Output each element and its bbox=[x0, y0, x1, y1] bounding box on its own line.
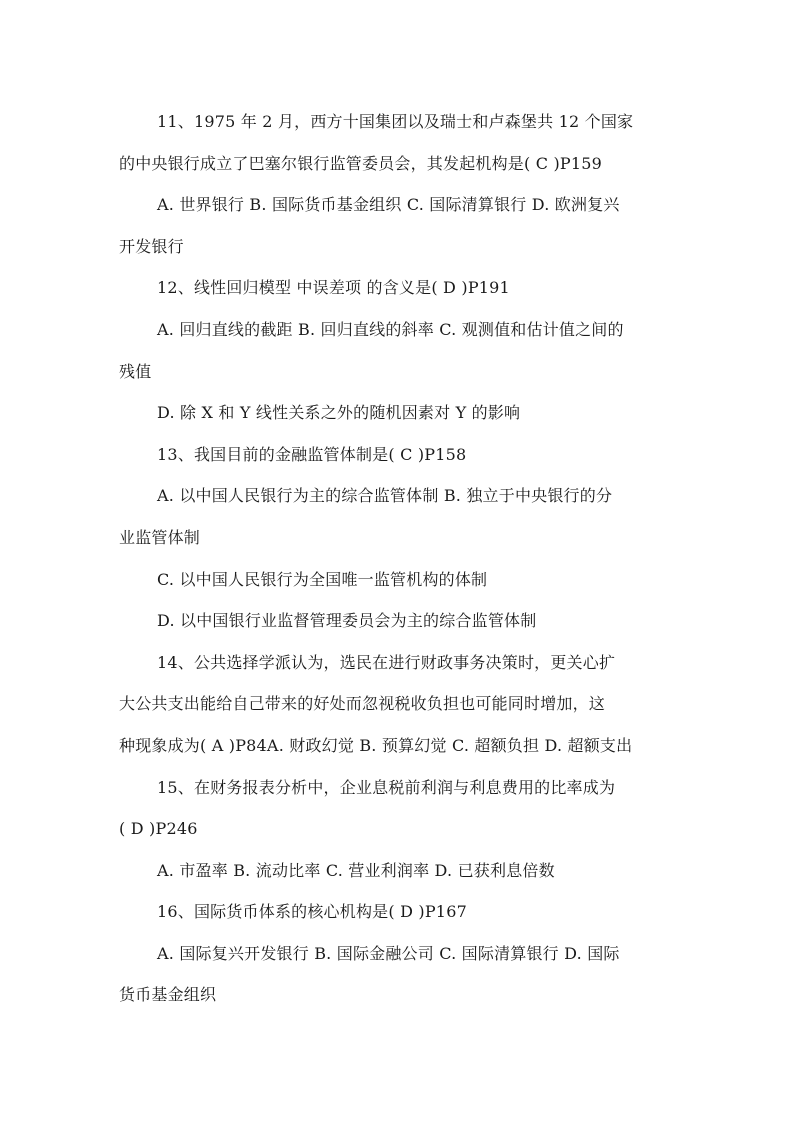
text-line: A. 以中国人民银行为主的综合监管体制 B. 独立于中央银行的分 bbox=[157, 486, 613, 506]
text-line: A. 市盈率 B. 流动比率 C. 营业利润率 D. 已获利息倍数 bbox=[157, 860, 555, 880]
text-line: 业监管体制 bbox=[119, 527, 201, 547]
text-line: 14、公共选择学派认为，选民在进行财政事务决策时，更关心扩 bbox=[157, 652, 616, 672]
text-line: 种现象成为( A )P84A. 财政幻觉 B. 预算幻觉 C. 超额负担 D. 超额支出 bbox=[119, 735, 633, 755]
text-line: 货币基金组织 bbox=[119, 985, 217, 1005]
text-line: 13、我国目前的金融监管体制是( C )P158 bbox=[157, 444, 467, 464]
document-body bbox=[119, 101, 679, 1016]
text-line: D. 以中国银行业监督管理委员会为主的综合监管体制 bbox=[157, 611, 537, 631]
text-line: 残值 bbox=[119, 361, 152, 381]
text-line: 12、线性回归模型 中误差项 的含义是( D )P191 bbox=[157, 278, 510, 298]
text-line: A. 世界银行 B. 国际货币基金组织 C. 国际清算银行 D. 欧洲复兴 bbox=[157, 195, 620, 215]
text-line: 大公共支出能给自己带来的好处而忽视税收负担也可能同时增加，这 bbox=[119, 694, 606, 714]
text-line: ( D )P246 bbox=[119, 819, 198, 839]
text-line: 11、1975 年 2 月，西方十国集团以及瑞士和卢森堡共 12 个国家 bbox=[157, 112, 634, 131]
text-line: D. 除 X 和 Y 线性关系之外的随机因素对 Y 的影响 bbox=[157, 403, 521, 423]
text-line: A. 国际复兴开发银行 B. 国际金融公司 C. 国际清算银行 D. 国际 bbox=[157, 943, 620, 963]
text-line: 的中央银行成立了巴塞尔银行监管委员会，其发起机构是( C )P159 bbox=[119, 153, 603, 173]
text-line: 16、国际货币体系的核心机构是( D )P167 bbox=[157, 902, 467, 922]
text-line: A. 回归直线的截距 B. 回归直线的斜率 C. 观测值和估计值之间的 bbox=[157, 319, 624, 339]
text-line: C. 以中国人民银行为全国唯一监管机构的体制 bbox=[157, 569, 488, 589]
text-line: 15、在财务报表分析中，企业息税前利润与利息费用的比率成为 bbox=[157, 777, 616, 797]
text-line: 开发银行 bbox=[119, 236, 184, 256]
